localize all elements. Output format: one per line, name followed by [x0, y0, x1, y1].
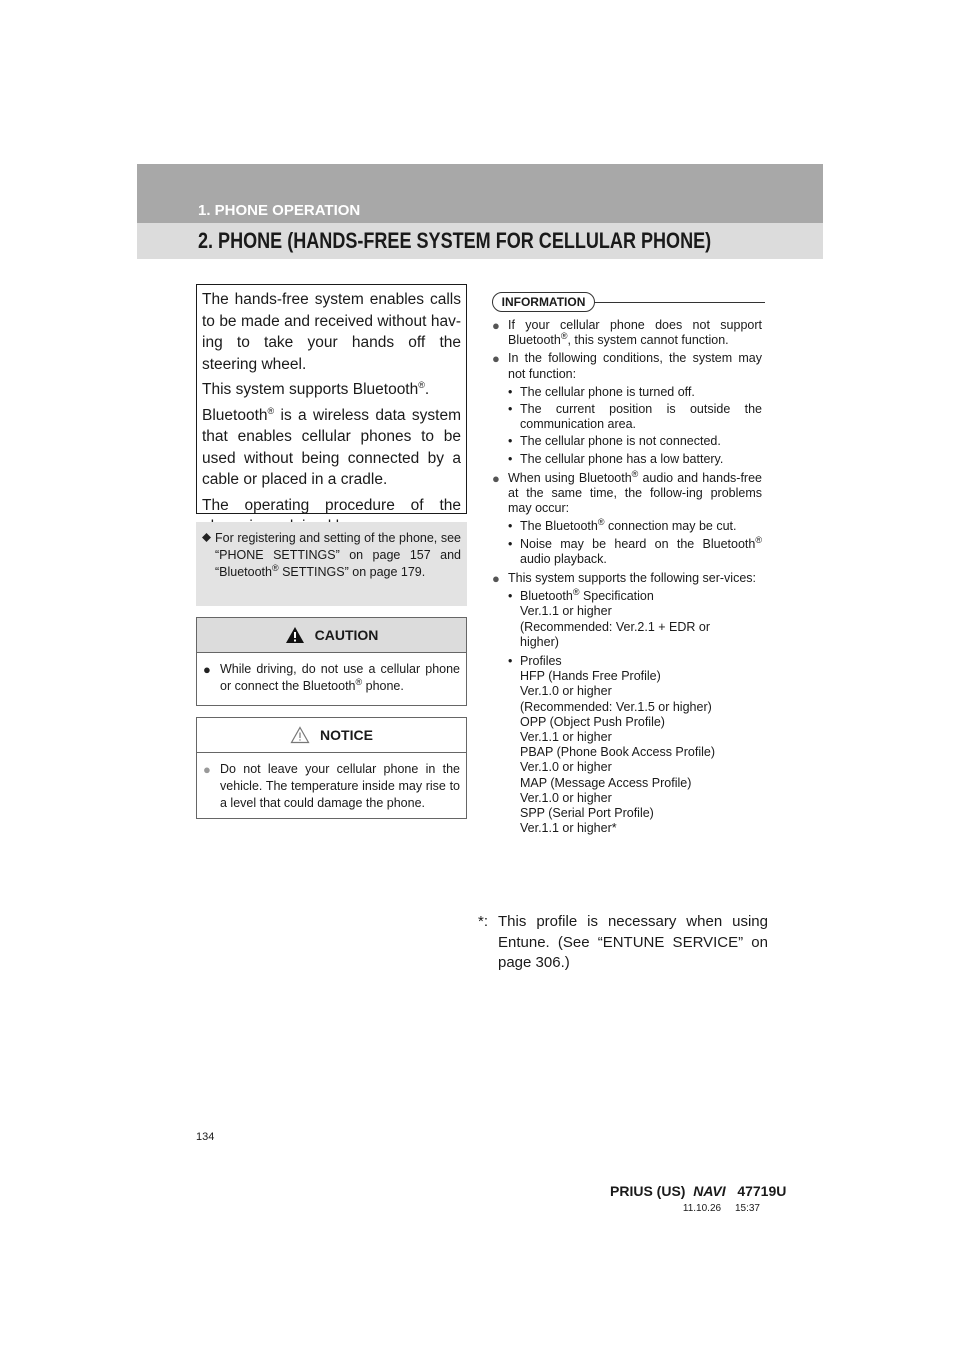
profile-line: Ver.1.1 or higher* — [520, 821, 617, 836]
intro-paragraph-4: The operating procedure of the — [202, 496, 461, 514]
info-item: ● If your cellular phone does not support Bluetooth®, this system cannot function. — [492, 318, 762, 348]
profile-line: (Recommended: Ver.1.5 or higher) — [520, 699, 712, 714]
note-text: For registering and setting of the phone, see “PHONE SETTINGS” on page 157 and “Bluetooth® SETTINGS” on page 179. — [215, 531, 461, 579]
caution-box: CAUTION ● While driving, do not use a cellular phone or connect the Bluetooth® phone. — [196, 617, 467, 706]
print-timestamp: 11.10.26 15:37 — [682, 1203, 760, 1214]
intro-paragraph-3: Bluetooth® is a wireless data system that enables cellular phones to be used without being connected by a cable or placed in a cradle. — [202, 405, 461, 488]
profile-line: HFP (Hands Free Profile) — [520, 669, 661, 684]
intro-paragraph-2: This system supports Bluetooth®. — [202, 379, 430, 398]
model-code: PRIUS (US) NAVI 47719U — [610, 1183, 787, 1199]
info-sub-item: • The cellular phone has a low battery. — [508, 451, 724, 466]
information-badge: INFORMATION — [492, 292, 595, 312]
spec-line: Ver.1.1 or higher — [520, 604, 612, 619]
info-sub-item: • The cellular phone is not connected. — [508, 434, 721, 449]
warning-outline-icon — [290, 726, 310, 744]
warning-icon — [285, 626, 305, 644]
notice-header: NOTICE — [197, 718, 466, 752]
spec-line: (Recommended: Ver.2.1 + EDR or higher) — [520, 619, 711, 649]
info-sub-item: • The cellular phone is turned off. — [508, 384, 695, 399]
info-item: ● In the following conditions, the system may not function: — [492, 351, 762, 381]
caution-text: While driving, do not use a cellular phone or connect the Bluetooth® phone. — [220, 662, 460, 693]
info-sub-item: • The Bluetooth® connection may be cut. — [508, 517, 737, 534]
profile-line: Ver.1.0 or higher — [520, 790, 612, 805]
info-sub-item: • Bluetooth® Specification — [508, 587, 654, 604]
profile-line: Ver.1.0 or higher — [520, 760, 612, 775]
profile-line: Ver.1.0 or higher — [520, 684, 612, 699]
info-sub-item: • Profiles — [508, 654, 562, 669]
profile-line: PBAP (Phone Book Access Profile) — [520, 745, 716, 760]
notice-box: NOTICE ● Do not leave your cellular phone in the vehicle. The temperature inside may rise to a level that could damage the phone. — [196, 717, 467, 819]
profile-line: OPP (Object Push Profile) — [520, 714, 665, 729]
footnote: *: This profile is necessary when using Entune. (See “ENTUNE SERVICE” on page 306.) — [478, 913, 768, 971]
page-title: 2. PHONE (HANDS-FREE SYSTEM FOR CELLULAR PHONE) — [198, 228, 712, 253]
page-number: 134 — [196, 1131, 215, 1143]
intro-paragraph-1: The hands-free system enables calls to be made and received without hav-ing to take your hands off the steering wheel. — [202, 291, 461, 373]
profile-line: Ver.1.1 or higher — [520, 730, 612, 745]
note-bullet-icon — [202, 530, 215, 581]
info-sub-item: • The current position is outside the communication area. — [508, 402, 762, 432]
settings-note — [196, 522, 467, 606]
info-item: ● When using Bluetooth® audio and hands-free at the same time, the follow-ing problems may occur: — [492, 468, 762, 516]
profile-line: SPP (Serial Port Profile) — [520, 806, 654, 821]
information-list — [492, 318, 762, 837]
notice-text: Do not leave your cellular phone in the vehicle. The temperature inside may rise to a level that could damage the phone. — [220, 762, 460, 810]
intro-box — [196, 284, 467, 514]
caution-header: CAUTION — [197, 618, 466, 652]
info-sub-item: • Noise may be heard on the Bluetooth® audio playback. — [508, 534, 762, 566]
info-item: ● This system supports the following ser-vices: — [492, 571, 757, 587]
profile-line: MAP (Message Access Profile) — [520, 775, 692, 790]
chapter-heading: 1. PHONE OPERATION — [198, 202, 361, 219]
